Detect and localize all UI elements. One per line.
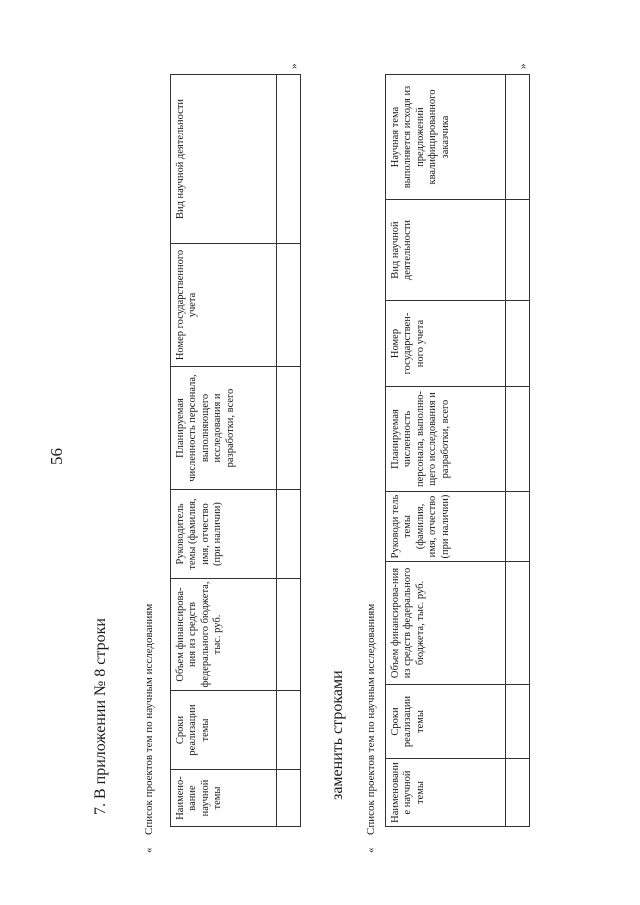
table2-caption: Список проектов тем по научным исследованиям: [365, 603, 377, 835]
table1-empty-cell: [277, 490, 301, 579]
table2-empty-row: [506, 75, 530, 827]
table2-header-cell: Руководи тель темы (фамилия, имя, отчество (при наличии): [386, 492, 506, 562]
table2-header-cell: Вид научной деятельности: [386, 200, 506, 301]
table2-empty-cell: [506, 387, 530, 492]
table2-empty-cell: [506, 562, 530, 685]
table2-empty-cell: [506, 492, 530, 562]
table1-empty-cell: [277, 691, 301, 770]
table2-header-cell: Сроки реализации темы: [386, 685, 506, 759]
page-number: 56: [47, 448, 66, 465]
table2: [385, 74, 530, 827]
table2-header-cell: Наименование научной темы: [386, 759, 506, 827]
table1-empty-row: [277, 75, 301, 827]
table1-header-cell: Номер государственного учета: [171, 244, 277, 367]
opening-quote-2: «: [365, 847, 377, 853]
table2-header-cell: Планируемая численность персонала, выполню-щего исследования и разработки, всего: [386, 387, 506, 492]
table2-empty-cell: [506, 200, 530, 301]
table2-empty-cell: [506, 75, 530, 200]
table1-header-cell: Наимено-вание научной темы: [171, 770, 277, 827]
table2-empty-cell: [506, 759, 530, 827]
table1-header-cell: Объем финансирова-ния из средств федерального бюджета, тыс. руб.: [171, 579, 277, 691]
closing-quote-1: »: [288, 63, 300, 69]
table1-header-row: [171, 75, 277, 827]
table1-header-cell: Сроки реализации темы: [171, 691, 277, 770]
table2-empty-cell: [506, 685, 530, 759]
section-heading: 7. В приложении № 8 строки: [92, 618, 109, 815]
table2-header-cell: Научная тема выполняется исходя из предложений квалифицированного заказчика: [386, 75, 506, 200]
table1: [170, 74, 301, 827]
table1-caption: Список проектов тем по научным исследованиям: [143, 603, 155, 835]
table2-header-row: [386, 75, 506, 827]
table1-empty-cell: [277, 367, 301, 490]
table1-empty-cell: [277, 75, 301, 244]
opening-quote-1: «: [143, 847, 155, 853]
table1-header-cell: Планируемая численность персонала, выполняющего исследования и разработки, всего: [171, 367, 277, 490]
table1-empty-cell: [277, 770, 301, 827]
table1-empty-cell: [277, 244, 301, 367]
table2-empty-cell: [506, 301, 530, 387]
table2-header-cell: Объем финансирова-ния из средств федерального бюджета, тыс. руб.: [386, 562, 506, 685]
replace-heading: заменить строками: [329, 670, 346, 800]
table1-header-cell: Руководитель темы (фамилия, имя, отчество (при наличии): [171, 490, 277, 579]
table1-empty-cell: [277, 579, 301, 691]
table1-header-cell: Вид научной деятельности: [171, 75, 277, 244]
closing-quote-2: »: [517, 63, 529, 69]
table2-header-cell: Номер государствен-ного учета: [386, 301, 506, 387]
